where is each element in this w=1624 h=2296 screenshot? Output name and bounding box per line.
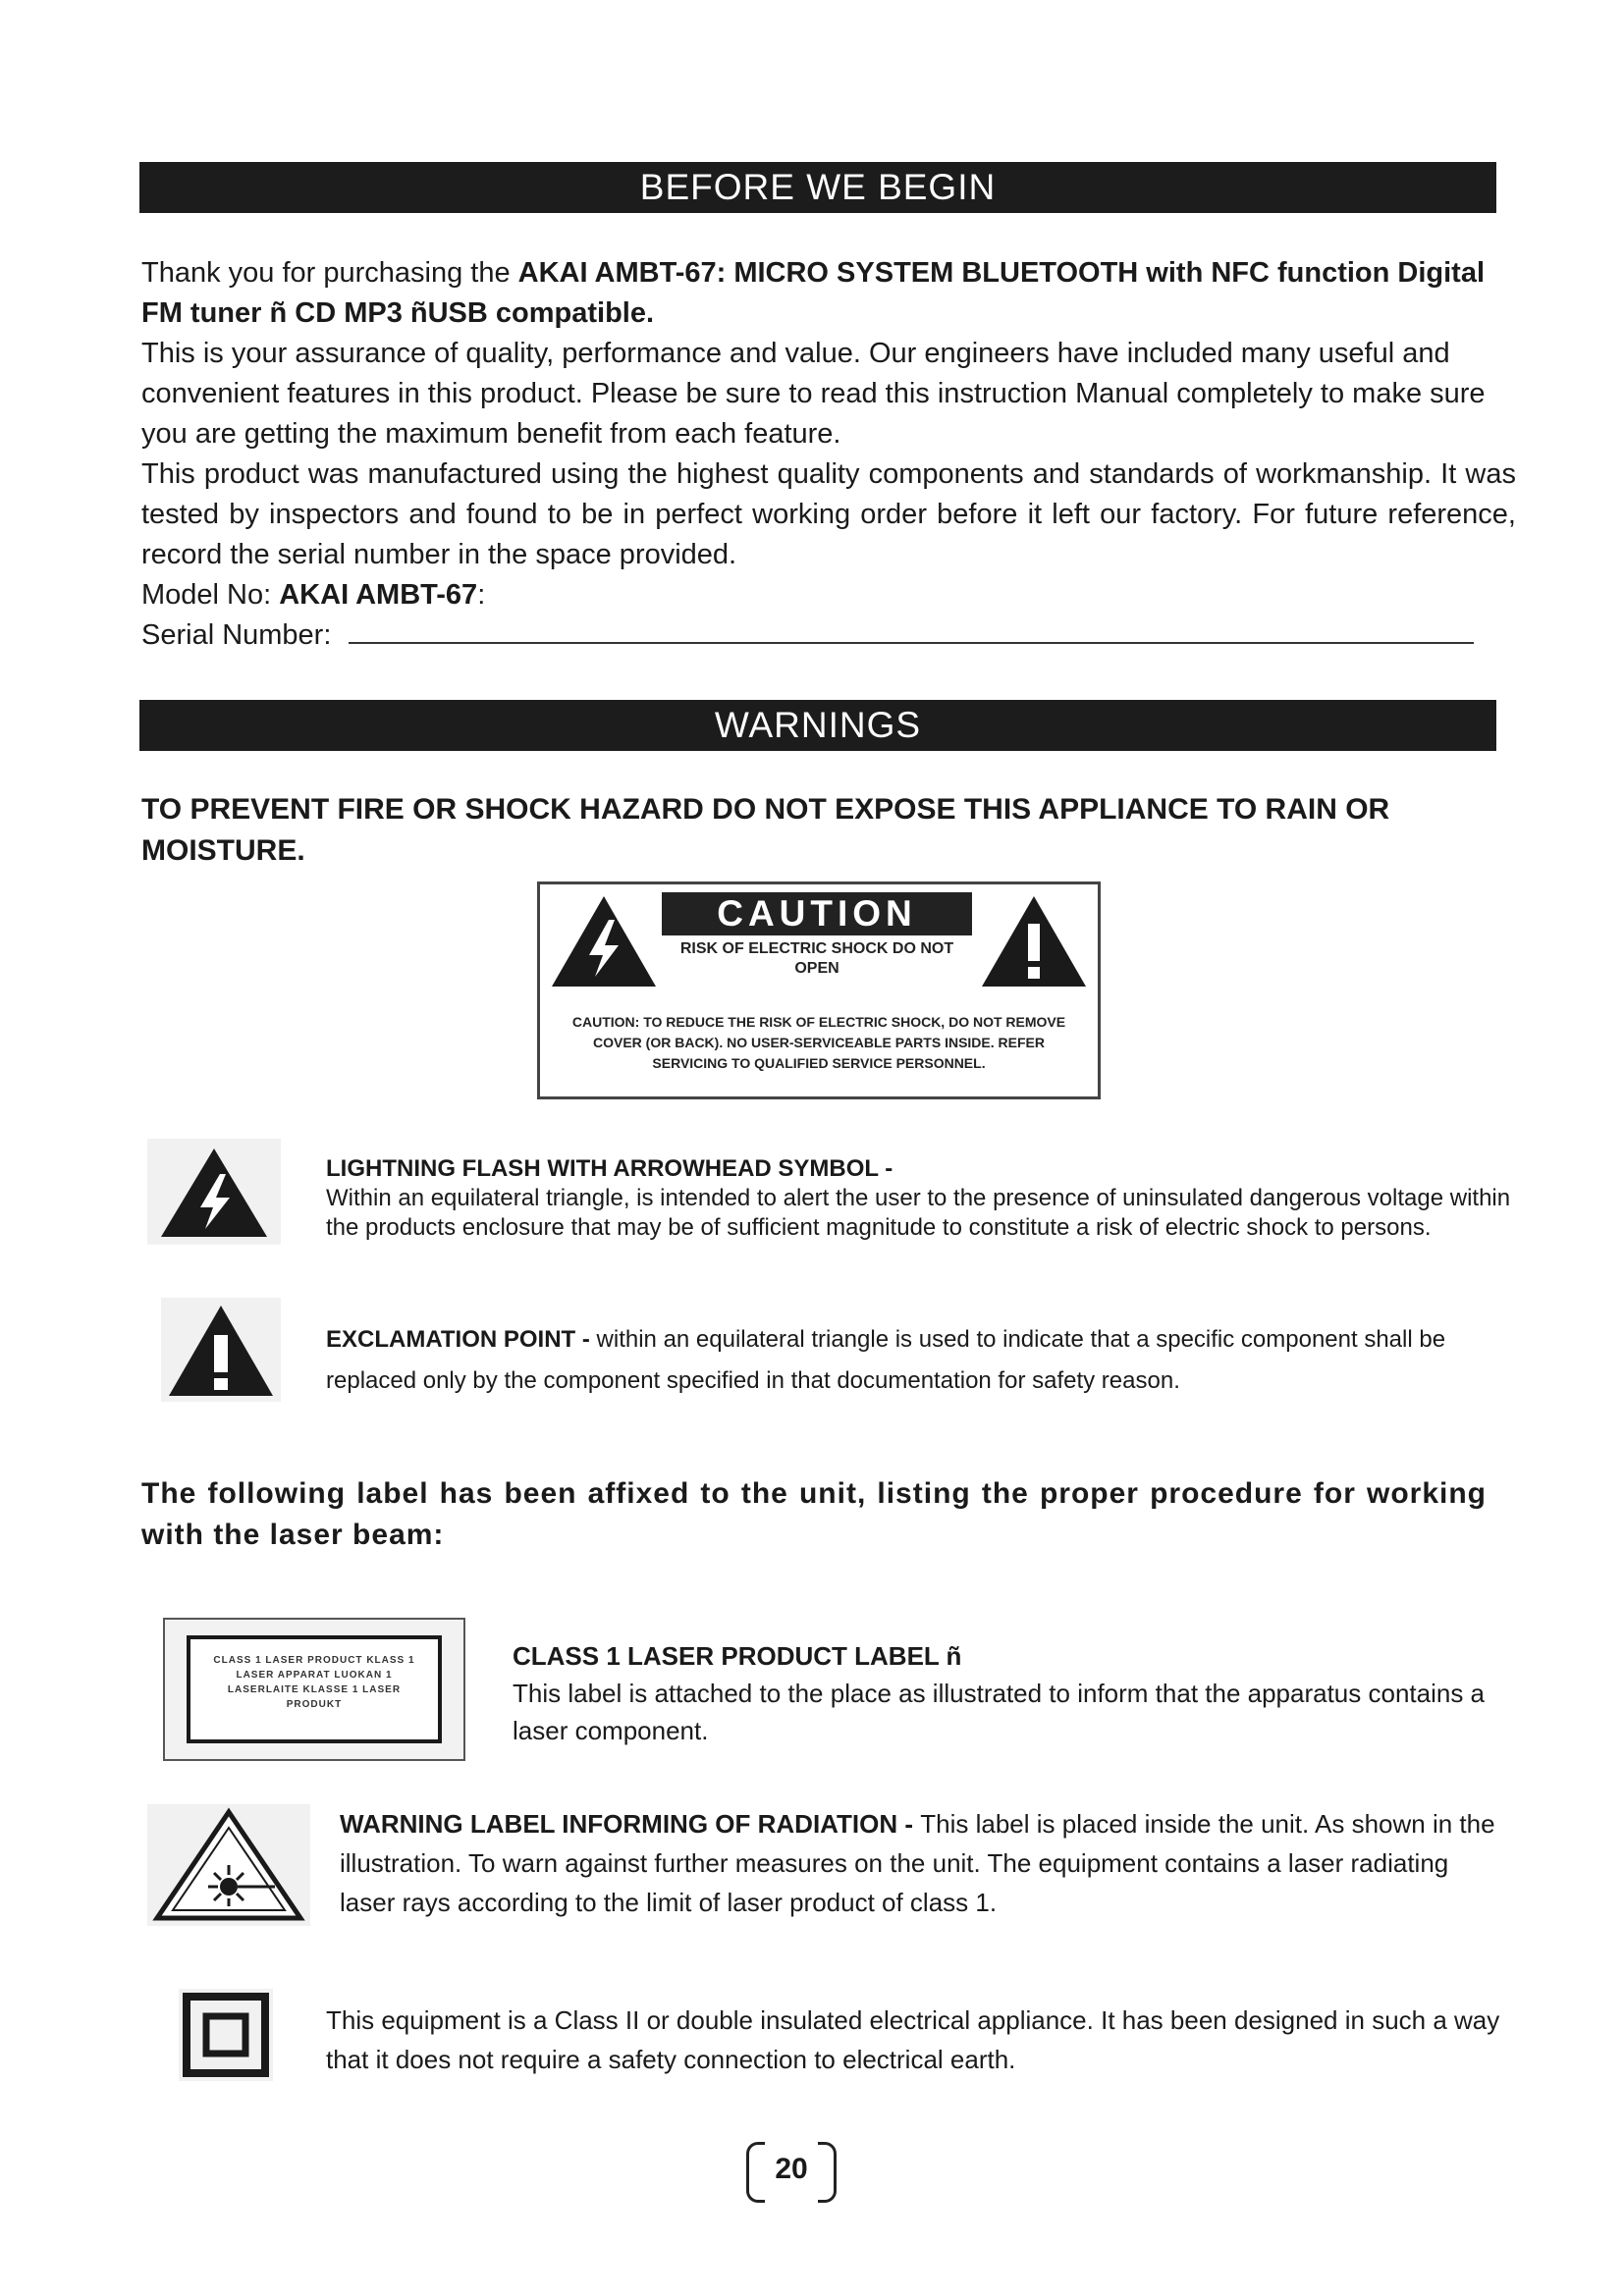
page-number-text: 20 xyxy=(775,2153,808,2185)
lightning-title: LIGHTNING FLASH WITH ARROWHEAD SYMBOL - xyxy=(326,1155,893,1182)
model-line: Model No: AKAI AMBT-67: xyxy=(141,579,486,611)
page-number xyxy=(746,2138,837,2201)
assurance-paragraph: This is your assurance of quality, performance and value. Our engineers have included many useful and convenient features in this product. Please be sure to read this instruction Manual completely to make sure you are getting the maximum benefit from each feature. xyxy=(141,338,1486,450)
laser-label-text: CLASS 1 LASER PRODUCT KLASS 1 LASER APPARAT LUOKAN 1 LASERLAITE KLASSE 1 LASER PRODUKT xyxy=(213,1655,415,1710)
radiation-text: This label is placed inside the unit. As shown in the illustration. To warn against further measures on the unit. The equipment contains a laser radiating laser rays according to the limit of laser product of class 1. xyxy=(340,1809,1495,1917)
exclamation-item xyxy=(326,1319,1524,1402)
before-we-begin-title: BEFORE WE BEGIN xyxy=(639,167,997,207)
class2-text: This equipment is a Class II or double insulated electrical appliance. It has been designed in such a way that it does not require a safety connection to electrical earth. xyxy=(326,2005,1500,2074)
caution-note: CAUTION: TO REDUCE THE RISK OF ELECTRIC SHOCK, DO NOT REMOVE COVER (OR BACK). NO USER-SERVICEABLE PARTS INSIDE. REFER SERVICING TO QUALIFIED SERVICE PERSONNEL. xyxy=(571,1014,1066,1071)
bracket-right-icon xyxy=(818,2142,837,2203)
caution-title: CAUTION xyxy=(662,892,972,935)
class1-laser-label-image xyxy=(163,1618,465,1761)
class2-item xyxy=(326,2001,1514,2079)
warnings-header xyxy=(139,700,1496,751)
class1-title: CLASS 1 LASER PRODUCT LABEL ñ xyxy=(513,1641,962,1671)
fire-shock-warning: TO PREVENT FIRE OR SHOCK HAZARD DO NOT EXPOSE THIS APPLIANCE TO RAIN OR MOISTURE. xyxy=(141,793,1390,867)
class1-item xyxy=(513,1637,1514,1749)
exclamation-triangle-icon xyxy=(980,894,1088,988)
exclamation-text: within an equilateral triangle is used to indicate that a specific component shall be replaced only by the component specified in that documentation for safety reason. xyxy=(326,1326,1446,1394)
class1-text: This label is attached to the place as illustrated to inform that the apparatus contains a laser component. xyxy=(513,1679,1486,1745)
serial-line: Serial Number: xyxy=(141,615,1516,656)
lightning-triangle-icon xyxy=(550,894,658,988)
thank-you-paragraph: Thank you for purchasing the AKAI AMBT-67: MICRO SYSTEM BLUETOOTH with NFC function Digital FM tuner ñ CD MP3 ñUSB compatible. xyxy=(141,257,1486,329)
product-name: AKAI AMBT-67: MICRO SYSTEM BLUETOOTH with NFC function Digital FM tuner ñ CD MP3 ñUSB compatible. xyxy=(141,257,1486,329)
lightning-flash-icon xyxy=(147,1139,281,1245)
serial-number-blank xyxy=(349,620,1474,644)
warnings-title: WARNINGS xyxy=(714,705,922,745)
exclamation-point-icon xyxy=(161,1298,281,1402)
caution-subtitle: RISK OF ELECTRIC SHOCK DO NOT OPEN xyxy=(679,940,954,977)
caution-label xyxy=(537,881,1101,1099)
lightning-item xyxy=(326,1154,1534,1243)
before-we-begin-header xyxy=(139,162,1496,213)
laser-radiation-icon xyxy=(147,1804,310,1926)
lightning-text: Within an equilateral triangle, is intended to alert the user to the presence of uninsulated dangerous voltage within the products enclosure that may be of sufficient magnitude to constitute a risk of electric shock to persons. xyxy=(326,1185,1511,1241)
laser-intro: The following label has been affixed to the unit, listing the proper procedure for working with the laser beam: xyxy=(141,1477,1487,1551)
manufacture-paragraph: This product was manufactured using the highest quality components and standards of workmanship. It was tested by inspectors and found to be in perfect working order before it left our factory. For future reference, record the serial number in the space provided. xyxy=(141,458,1516,570)
model-value: AKAI AMBT-67 xyxy=(279,579,478,611)
exclamation-title: EXCLAMATION POINT - xyxy=(326,1326,590,1353)
radiation-title: WARNING LABEL INFORMING OF RADIATION - xyxy=(340,1809,921,1839)
intro-block xyxy=(141,253,1516,656)
radiation-item xyxy=(340,1804,1508,1922)
class2-double-insulation-icon xyxy=(179,1989,273,2081)
